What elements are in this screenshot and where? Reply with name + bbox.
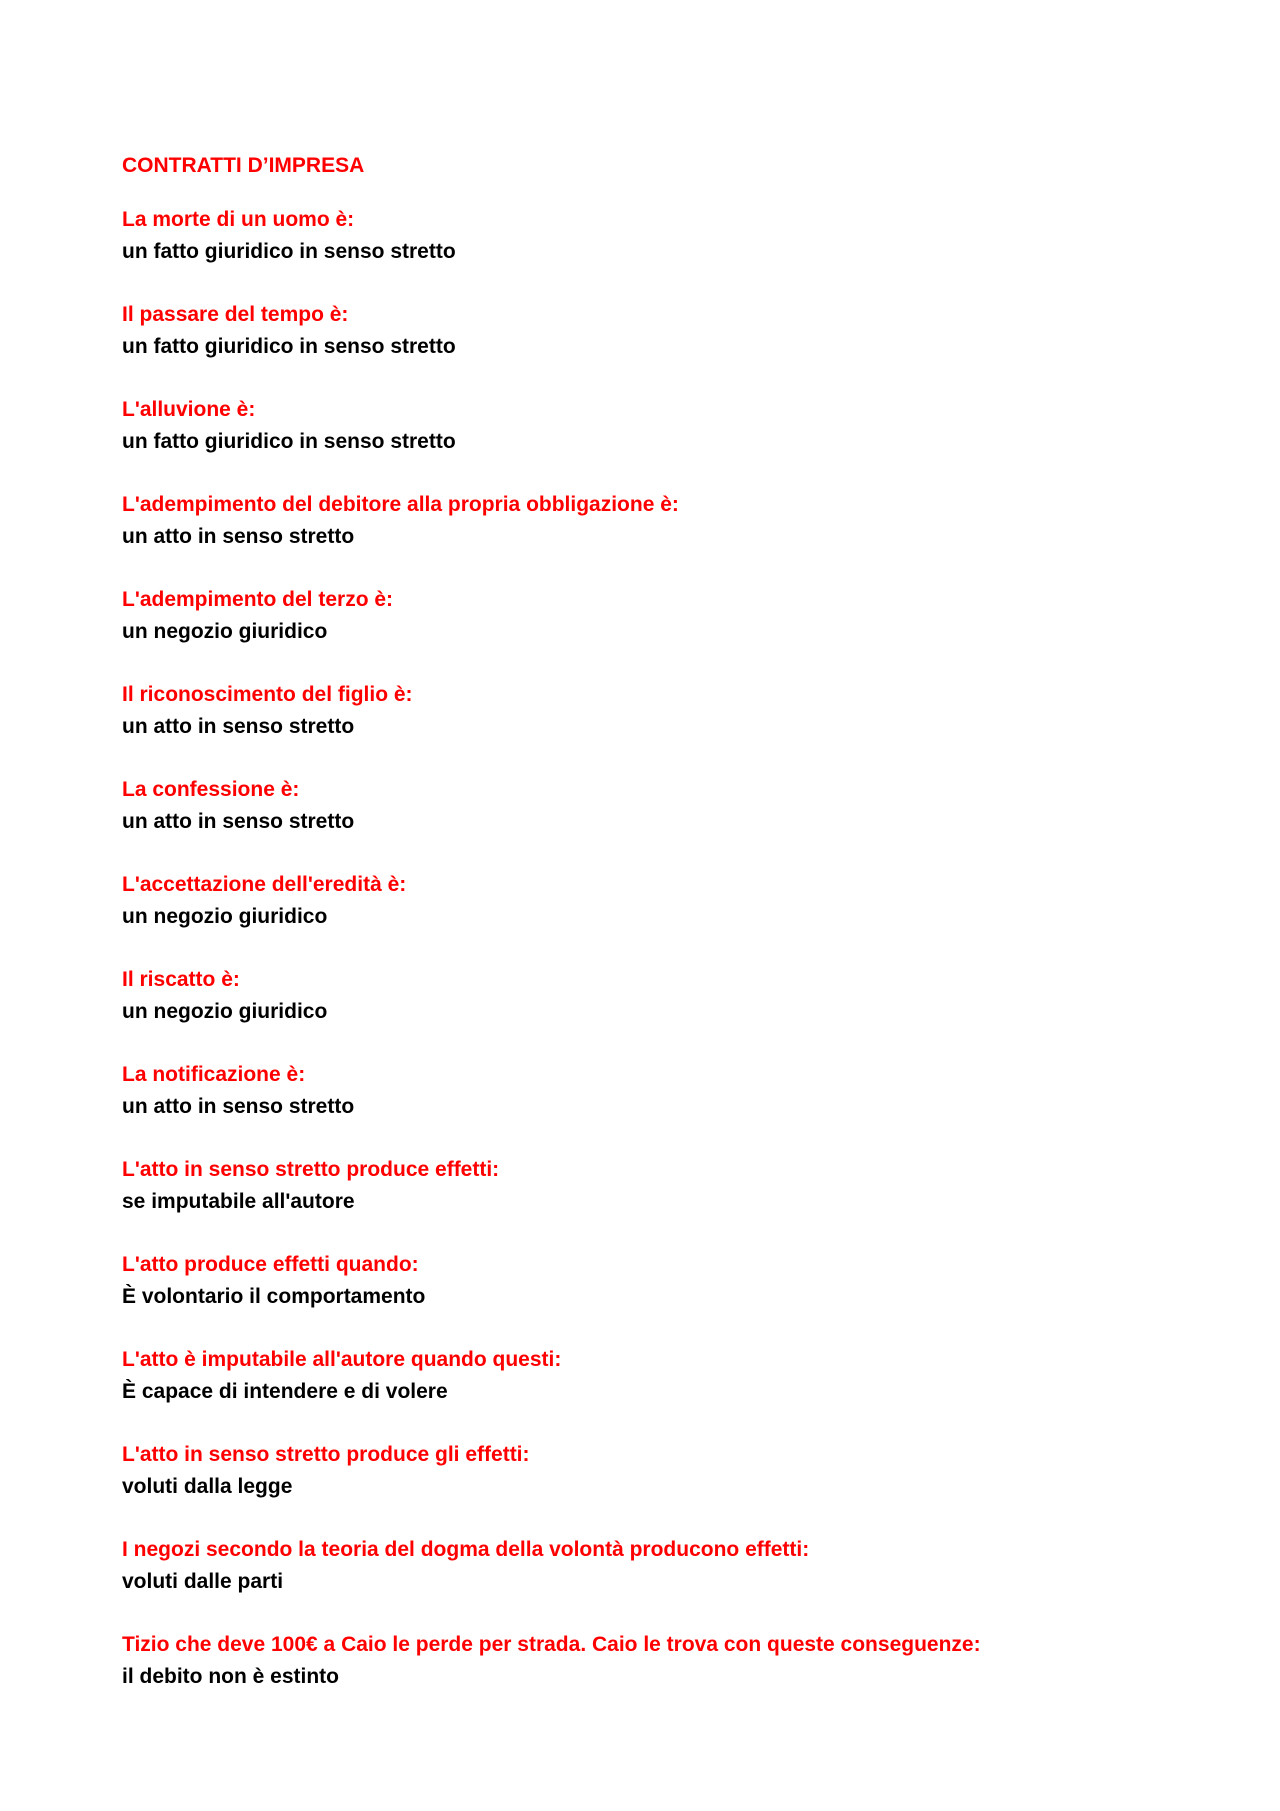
question-text: La morte di un uomo è:: [122, 208, 355, 231]
answer-text: un atto in senso stretto: [122, 525, 355, 548]
answer-text: È volontario il comportamento: [122, 1285, 426, 1308]
question-text: L'atto in senso stretto produce effetti:: [122, 1158, 500, 1181]
question-text: L'atto è imputabile all'autore quando questi:: [122, 1348, 562, 1371]
answer-text: un negozio giuridico: [122, 620, 328, 643]
question-text: I negozi secondo la teoria del dogma della volontà producono effetti:: [122, 1538, 810, 1561]
answer-text: un atto in senso stretto: [122, 1095, 355, 1118]
question-text: L'alluvione è:: [122, 398, 256, 421]
answer-text: un fatto giuridico in senso stretto: [122, 335, 456, 358]
qa-item: [122, 1629, 1202, 1693]
qa-item: [122, 1059, 1202, 1123]
question-text: L'atto produce effetti quando:: [122, 1253, 419, 1276]
answer-text: un negozio giuridico: [122, 1000, 328, 1023]
question-text: Tizio che deve 100€ a Caio le perde per strada. Caio le trova con queste conseguenze:: [122, 1633, 981, 1656]
answer-text: un negozio giuridico: [122, 905, 328, 928]
question-text: Il riscatto è:: [122, 968, 240, 991]
answer-text: un fatto giuridico in senso stretto: [122, 240, 456, 263]
qa-item: [122, 964, 1202, 1028]
question-text: La notificazione è:: [122, 1063, 306, 1086]
document-title: CONTRATTI D’IMPRESA: [122, 154, 365, 177]
qa-item: [122, 204, 1202, 268]
qa-item: [122, 679, 1202, 743]
qa-item: [122, 584, 1202, 648]
qa-item: [122, 489, 1202, 553]
qa-item: [122, 1439, 1202, 1503]
answer-text: voluti dalla legge: [122, 1475, 293, 1498]
question-text: Il passare del tempo è:: [122, 303, 349, 326]
qa-item: [122, 299, 1202, 363]
answer-text: È capace di intendere e di volere: [122, 1380, 448, 1403]
qa-item: [122, 1344, 1202, 1408]
answer-text: un atto in senso stretto: [122, 810, 355, 833]
answer-text: se imputabile all'autore: [122, 1190, 355, 1213]
qa-item: [122, 1534, 1202, 1598]
question-text: L'accettazione dell'eredità è:: [122, 873, 407, 896]
qa-item: [122, 774, 1202, 838]
answer-text: un fatto giuridico in senso stretto: [122, 430, 456, 453]
answer-text: voluti dalle parti: [122, 1570, 284, 1593]
qa-item: [122, 1249, 1202, 1313]
qa-item: [122, 869, 1202, 933]
answer-text: il debito non è estinto: [122, 1665, 339, 1688]
document-page: [122, 152, 1202, 1724]
qa-item: [122, 1154, 1202, 1218]
question-text: L'adempimento del debitore alla propria obbligazione è:: [122, 493, 679, 516]
question-text: La confessione è:: [122, 778, 300, 801]
question-text: L'adempimento del terzo è:: [122, 588, 394, 611]
question-text: L'atto in senso stretto produce gli effetti:: [122, 1443, 530, 1466]
question-text: Il riconoscimento del figlio è:: [122, 683, 413, 706]
qa-item: [122, 394, 1202, 458]
answer-text: un atto in senso stretto: [122, 715, 355, 738]
